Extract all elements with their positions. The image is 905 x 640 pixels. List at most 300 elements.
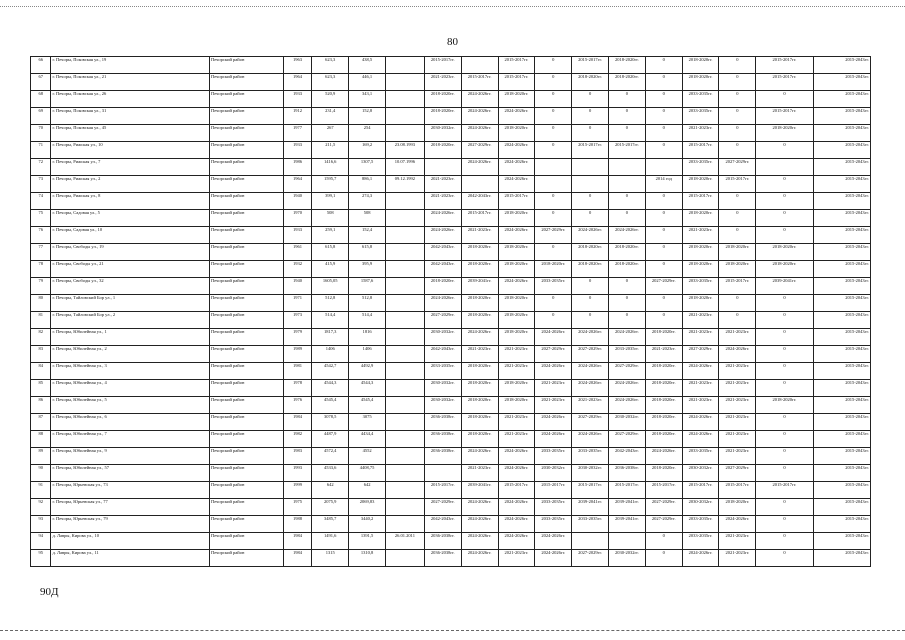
table-cell: 2042-2043гг. bbox=[424, 516, 461, 533]
table-cell: 2024-2026гг. bbox=[719, 346, 756, 363]
table-row bbox=[31, 57, 871, 74]
table-cell: 2024-2026гг. bbox=[572, 363, 609, 380]
address-cell: г. Печоры, Юбилейная ул., 9 bbox=[51, 448, 210, 465]
table-cell: 1595,7 bbox=[312, 176, 349, 193]
table-cell: 2018-2020гг. bbox=[424, 91, 461, 108]
table-cell: 2021-2023гг. bbox=[461, 227, 498, 244]
table-cell: 2030-2032гг. bbox=[609, 414, 646, 431]
table-row bbox=[31, 108, 871, 125]
table-row bbox=[31, 482, 871, 499]
table-cell: 2042-2043гг. bbox=[424, 261, 461, 278]
table-cell bbox=[609, 533, 646, 550]
table-cell: 4572,4 bbox=[312, 448, 349, 465]
table-cell: 2015-2043гг. bbox=[813, 397, 870, 414]
table-cell: 2039-2041гг. bbox=[609, 499, 646, 516]
table-cell bbox=[535, 176, 572, 193]
table-cell: 2021-2023гг. bbox=[424, 74, 461, 91]
table-cell: 2015-2043гг. bbox=[813, 210, 870, 227]
table-cell: 1971 bbox=[283, 295, 312, 312]
table-cell: 2030-2032гг. bbox=[682, 465, 719, 482]
row-number-cell: 80 bbox=[31, 295, 51, 312]
table-cell: 2015-2017гг. bbox=[461, 74, 498, 91]
table-cell: 2036-2038гг. bbox=[424, 550, 461, 567]
table-cell: 0 bbox=[756, 227, 813, 244]
table-cell: 2021-2023гг. bbox=[535, 397, 572, 414]
table-cell: 2015-2017гг. bbox=[756, 57, 813, 74]
table-cell: 2033-2035гг. bbox=[682, 278, 719, 295]
table-cell: 2024-2026гг. bbox=[682, 414, 719, 431]
table-cell: 2039-2041гг. bbox=[756, 278, 813, 295]
address-cell: г. Печоры, Свободы ул., 21 bbox=[51, 261, 210, 278]
table-row bbox=[31, 516, 871, 533]
table-cell: Печорский район bbox=[210, 193, 284, 210]
address-cell: г. Печоры, Тайловский Бор ул., 1 bbox=[51, 295, 210, 312]
table-cell: Печорский район bbox=[210, 176, 284, 193]
row-number-cell: 71 bbox=[31, 142, 51, 159]
table-row bbox=[31, 380, 871, 397]
table-cell: 2024-2026гг. bbox=[682, 363, 719, 380]
row-number-cell: 76 bbox=[31, 227, 51, 244]
table-cell: 4487,9 bbox=[312, 431, 349, 448]
table-cell bbox=[572, 533, 609, 550]
table-cell: 2018-2020гг. bbox=[498, 295, 535, 312]
table-cell: 2036-2038гг. bbox=[424, 431, 461, 448]
table-row bbox=[31, 278, 871, 295]
table-cell bbox=[385, 108, 424, 125]
table-cell: 1940 bbox=[283, 278, 312, 295]
row-number-cell: 83 bbox=[31, 346, 51, 363]
table-cell: 10.07.1996 bbox=[385, 159, 424, 176]
table-cell: 0 bbox=[572, 193, 609, 210]
table-cell: 0 bbox=[535, 125, 572, 142]
row-number-cell: 86 bbox=[31, 397, 51, 414]
table-cell: 2024-2026гг. bbox=[682, 431, 719, 448]
table-row bbox=[31, 125, 871, 142]
table-cell: 2015-2017гг. bbox=[424, 482, 461, 499]
table-cell: Печорский район bbox=[210, 380, 284, 397]
table-cell: 2015-2017гг. bbox=[572, 57, 609, 74]
table-cell: 1993 bbox=[283, 465, 312, 482]
table-cell: 2024-2026гг. bbox=[498, 159, 535, 176]
table-cell: 2036-2038гг. bbox=[424, 533, 461, 550]
row-number-cell: 93 bbox=[31, 516, 51, 533]
table-cell: 4542,7 bbox=[312, 363, 349, 380]
table-cell: 2015-2017гг. bbox=[609, 142, 646, 159]
table-cell: 2024-2026гг. bbox=[609, 227, 646, 244]
table-cell: 1979 bbox=[283, 329, 312, 346]
address-cell: г. Печоры, Юбилейная ул., 3 bbox=[51, 363, 210, 380]
address-cell: г. Печоры, Псковская ул., 21 bbox=[51, 74, 210, 91]
table-cell: 1940 bbox=[283, 193, 312, 210]
table-cell: 0 bbox=[756, 142, 813, 159]
table-cell: 1984 bbox=[283, 550, 312, 567]
table-cell: 2024-2026гг. bbox=[609, 329, 646, 346]
table-cell: 2027-2029гг. bbox=[424, 312, 461, 329]
table-cell: 2030-2032гг. bbox=[682, 499, 719, 516]
table-cell: 2015-2043гг. bbox=[813, 414, 870, 431]
table-cell: 2024-2026гг. bbox=[498, 516, 535, 533]
table-cell: 1817,3 bbox=[312, 329, 349, 346]
table-cell: 2015-2043гг. bbox=[813, 261, 870, 278]
table-cell: 2024-2026гг. bbox=[535, 329, 572, 346]
table-cell: 2024-2026гг. bbox=[424, 210, 461, 227]
table-cell: Печорский район bbox=[210, 159, 284, 176]
table-cell: 2018-2020гг. bbox=[756, 397, 813, 414]
table-cell: 623,3 bbox=[312, 57, 349, 74]
table-cell: 2039-2041гг. bbox=[609, 516, 646, 533]
table-cell: 2027-2029гг. bbox=[645, 499, 682, 516]
table-cell: 0 bbox=[756, 193, 813, 210]
table-cell: Печорский район bbox=[210, 74, 284, 91]
table-cell: 2027-2029гг. bbox=[535, 346, 572, 363]
table-cell: 2033-2035гг. bbox=[609, 346, 646, 363]
table-cell: 2018-2020гг. bbox=[461, 244, 498, 261]
table-cell: 2015-2017гг. bbox=[756, 482, 813, 499]
table-cell bbox=[385, 363, 424, 380]
table-cell: 2030-2032гг. bbox=[535, 465, 572, 482]
bottom-scan-rule bbox=[0, 630, 905, 631]
table-row bbox=[31, 363, 871, 380]
table-cell: 3078,5 bbox=[312, 414, 349, 431]
table-cell: 446,1 bbox=[349, 74, 386, 91]
table-cell: 2018-2020гг. bbox=[609, 261, 646, 278]
table-cell: 2021-2023гг. bbox=[498, 363, 535, 380]
table-cell: 2021-2023гг. bbox=[682, 329, 719, 346]
table-cell: 2021-2023гг. bbox=[719, 414, 756, 431]
table-cell: 2024-2026гг. bbox=[424, 227, 461, 244]
table-cell: Печорский район bbox=[210, 363, 284, 380]
table-cell: 2015-2043гг. bbox=[813, 346, 870, 363]
table-cell: 2024-2026гг. bbox=[572, 431, 609, 448]
table-cell: 514,4 bbox=[312, 312, 349, 329]
table-cell: 0 bbox=[645, 125, 682, 142]
table-cell: 2015-2043гг. bbox=[813, 363, 870, 380]
table-cell: 2069,83 bbox=[349, 499, 386, 516]
table-cell: 2018-2020гг. bbox=[461, 431, 498, 448]
table-cell: 508 bbox=[349, 210, 386, 227]
table-cell: 2015-2017гг. bbox=[645, 482, 682, 499]
table-cell: 0 bbox=[756, 295, 813, 312]
table-cell: 2027-2029гг. bbox=[572, 414, 609, 431]
address-cell: д. Лавры, Кирова ул., 10 bbox=[51, 533, 210, 550]
table-cell bbox=[385, 346, 424, 363]
table-cell: 0 bbox=[756, 533, 813, 550]
table-cell bbox=[385, 431, 424, 448]
table-cell: 2018-2020гг. bbox=[498, 125, 535, 142]
table-row bbox=[31, 159, 871, 176]
table-cell: 2024-2026гг. bbox=[609, 397, 646, 414]
table-cell: Печорский район bbox=[210, 210, 284, 227]
registry-body bbox=[31, 57, 871, 567]
table-cell: 2015-2017гг. bbox=[609, 482, 646, 499]
table-cell bbox=[385, 380, 424, 397]
table-cell: 2024-2026гг. bbox=[461, 516, 498, 533]
table-cell: 2018-2020гг. bbox=[535, 261, 572, 278]
table-row bbox=[31, 465, 871, 482]
table-cell bbox=[385, 125, 424, 142]
table-cell: 0 bbox=[535, 142, 572, 159]
table-cell: 1932 bbox=[283, 261, 312, 278]
table-cell: 2024-2026гг. bbox=[535, 363, 572, 380]
row-number-cell: 68 bbox=[31, 91, 51, 108]
table-cell: 508 bbox=[312, 210, 349, 227]
table-cell: 2024-2026гг. bbox=[572, 227, 609, 244]
table-cell: 2075,9 bbox=[312, 499, 349, 516]
table-cell bbox=[461, 176, 498, 193]
table-cell: 2021-2023гг. bbox=[645, 346, 682, 363]
table-cell: 2033-2035гг. bbox=[535, 278, 572, 295]
table-cell: 1970 bbox=[283, 210, 312, 227]
table-cell: 2018-2020гг. bbox=[756, 261, 813, 278]
row-number-cell: 67 bbox=[31, 74, 51, 91]
address-cell: г. Печоры, Юрьевская ул., 79 bbox=[51, 516, 210, 533]
table-cell: Печорский район bbox=[210, 91, 284, 108]
table-row bbox=[31, 142, 871, 159]
table-row bbox=[31, 397, 871, 414]
table-cell: 2018-2020гг. bbox=[461, 414, 498, 431]
table-cell: Печорский район bbox=[210, 431, 284, 448]
table-cell: 0 bbox=[719, 142, 756, 159]
table-cell: Печорский район bbox=[210, 295, 284, 312]
table-cell: 0 bbox=[645, 142, 682, 159]
table-cell: 2027-2029гг. bbox=[609, 363, 646, 380]
table-cell: 2024-2026гг. bbox=[682, 550, 719, 567]
table-cell: 0 bbox=[535, 210, 572, 227]
table-cell: 2018-2020гг. bbox=[461, 380, 498, 397]
table-cell: 2018-2020гг. bbox=[461, 295, 498, 312]
address-cell: г. Печоры, Садовая ул., 5 bbox=[51, 210, 210, 227]
table-cell: 4544,3 bbox=[312, 380, 349, 397]
table-cell: 2024-2026гг. bbox=[461, 108, 498, 125]
table-cell: 0 bbox=[572, 210, 609, 227]
table-cell: 09.12.1992 bbox=[385, 176, 424, 193]
table-cell: 2015-2043гг. bbox=[813, 516, 870, 533]
table-cell: 2015-2043гг. bbox=[813, 125, 870, 142]
table-cell bbox=[385, 397, 424, 414]
table-cell: 0 bbox=[535, 91, 572, 108]
table-cell: 2030-2032гг. bbox=[424, 329, 461, 346]
table-cell: Печорский район bbox=[210, 227, 284, 244]
housing-registry-table bbox=[30, 56, 871, 567]
table-cell: 1491,6 bbox=[312, 533, 349, 550]
table-cell: 2021-2023гг. bbox=[719, 380, 756, 397]
table-cell: 2015-2017гг. bbox=[719, 278, 756, 295]
table-cell: 0 bbox=[719, 91, 756, 108]
table-cell bbox=[385, 482, 424, 499]
table-cell: Печорский район bbox=[210, 244, 284, 261]
table-cell: 2015-2017гг. bbox=[535, 482, 572, 499]
table-cell: Печорский район bbox=[210, 108, 284, 125]
table-cell: 2021-2023гг. bbox=[535, 380, 572, 397]
table-cell: 2015-2017гг. bbox=[424, 57, 461, 74]
table-cell bbox=[385, 227, 424, 244]
table-cell: 2027-2029гг. bbox=[572, 346, 609, 363]
table-cell: 2027-2029гг. bbox=[682, 346, 719, 363]
table-cell: 0 bbox=[756, 346, 813, 363]
table-row bbox=[31, 261, 871, 278]
address-cell: г. Печоры, Псковская ул., 31 bbox=[51, 108, 210, 125]
table-cell: 2024-2026гг. bbox=[498, 533, 535, 550]
table-cell: 2015-2017гг. bbox=[498, 74, 535, 91]
table-cell: 2015-2043гг. bbox=[813, 499, 870, 516]
table-cell: 2015-2043гг. bbox=[813, 278, 870, 295]
table-cell: 2018-2020гг. bbox=[682, 74, 719, 91]
table-cell bbox=[385, 57, 424, 74]
table-cell: 2036-2038гг. bbox=[424, 414, 461, 431]
table-cell: 2021-2023гг. bbox=[424, 176, 461, 193]
address-cell: г. Печоры, Юрьевская ул., 73 bbox=[51, 482, 210, 499]
table-cell: 0 bbox=[756, 448, 813, 465]
row-number-cell: 74 bbox=[31, 193, 51, 210]
table-cell: 2015-2043гг. bbox=[813, 329, 870, 346]
address-cell: г. Печоры, Юбилейная ул., 1 bbox=[51, 329, 210, 346]
table-cell: 0 bbox=[645, 261, 682, 278]
table-cell: 2036-2038гг. bbox=[609, 465, 646, 482]
table-cell: 0 bbox=[756, 312, 813, 329]
table-cell: 0 bbox=[535, 74, 572, 91]
address-cell: г. Печоры, Рижская ул., 7 bbox=[51, 159, 210, 176]
table-cell: Печорский район bbox=[210, 550, 284, 567]
table-cell: 2018-2020гг. bbox=[682, 244, 719, 261]
table-cell: 254 bbox=[349, 125, 386, 142]
table-cell: 520,9 bbox=[312, 91, 349, 108]
table-cell: 438,5 bbox=[349, 57, 386, 74]
table-cell: Печорский район bbox=[210, 533, 284, 550]
table-cell: 2030-2032гг. bbox=[424, 380, 461, 397]
table-cell: 1310,8 bbox=[349, 550, 386, 567]
table-cell: 2018-2020гг. bbox=[424, 278, 461, 295]
table-cell: 1961 bbox=[283, 244, 312, 261]
table-cell: 2024-2026гг. bbox=[461, 125, 498, 142]
table-cell: 2021-2023гг. bbox=[682, 380, 719, 397]
table-cell: Печорский район bbox=[210, 278, 284, 295]
table-cell: 2018-2020гг. bbox=[682, 261, 719, 278]
table-cell bbox=[645, 159, 682, 176]
table-cell: 0 bbox=[609, 278, 646, 295]
table-cell: 2018-2020гг. bbox=[682, 210, 719, 227]
table-cell: 2030-2032гг. bbox=[609, 550, 646, 567]
table-cell: 211,5 bbox=[312, 142, 349, 159]
table-cell: 2024-2026гг. bbox=[572, 380, 609, 397]
table-cell: 0 bbox=[756, 516, 813, 533]
table-row bbox=[31, 448, 871, 465]
table-cell: 2015-2043гг. bbox=[813, 244, 870, 261]
table-cell: 2014 год bbox=[645, 176, 682, 193]
table-cell: Печорский район bbox=[210, 329, 284, 346]
table-cell: 2015-2043гг. bbox=[813, 312, 870, 329]
table-cell: Печорский район bbox=[210, 482, 284, 499]
table-cell bbox=[385, 210, 424, 227]
table-cell: 2015-2043гг. bbox=[813, 431, 870, 448]
table-row bbox=[31, 414, 871, 431]
table-cell: 4545,4 bbox=[312, 397, 349, 414]
table-cell: 0 bbox=[645, 533, 682, 550]
table-cell: 2015-2043гг. bbox=[813, 380, 870, 397]
table-cell bbox=[535, 159, 572, 176]
table-cell: 2024-2026гг. bbox=[461, 329, 498, 346]
table-cell: 2033-2035гг. bbox=[682, 516, 719, 533]
row-number-cell: 81 bbox=[31, 312, 51, 329]
row-number-cell: 92 bbox=[31, 499, 51, 516]
table-cell: 4533,6 bbox=[312, 465, 349, 482]
table-row bbox=[31, 74, 871, 91]
table-cell bbox=[424, 159, 461, 176]
table-cell: 1406 bbox=[312, 346, 349, 363]
table-cell: 2039-2041гг. bbox=[572, 499, 609, 516]
address-cell: г. Печоры, Юбилейная ул., 57 bbox=[51, 465, 210, 482]
footer-mark: 90Д bbox=[40, 586, 59, 598]
table-cell: 0 bbox=[756, 91, 813, 108]
table-cell: 2018-2020гг. bbox=[645, 431, 682, 448]
address-cell: г. Печоры, Рижская ул., 10 bbox=[51, 142, 210, 159]
table-cell: 2018-2020гг. bbox=[645, 465, 682, 482]
table-cell: 0 bbox=[535, 295, 572, 312]
table-cell bbox=[424, 465, 461, 482]
table-cell: 2015-2043гг. bbox=[813, 57, 870, 74]
table-cell: 0 bbox=[719, 57, 756, 74]
table-cell: 0 bbox=[609, 312, 646, 329]
table-cell: 2024-2026гг. bbox=[498, 499, 535, 516]
table-cell bbox=[609, 159, 646, 176]
table-cell: 0 bbox=[572, 312, 609, 329]
table-cell: 0 bbox=[719, 312, 756, 329]
table-cell: 1964 bbox=[283, 74, 312, 91]
row-number-cell: 89 bbox=[31, 448, 51, 465]
table-cell: 2024-2026гг. bbox=[461, 159, 498, 176]
table-cell bbox=[385, 448, 424, 465]
table-cell: 2030-2032гг. bbox=[424, 397, 461, 414]
table-cell: 1391,5 bbox=[349, 533, 386, 550]
table-cell: 1984 bbox=[283, 533, 312, 550]
table-cell: 2021-2023гг. bbox=[719, 448, 756, 465]
table-cell: 2024-2026гг. bbox=[645, 448, 682, 465]
table-cell: 2015-2043гг. bbox=[813, 482, 870, 499]
address-cell: д. Лавры, Кирова ул., 11 bbox=[51, 550, 210, 567]
table-cell bbox=[756, 159, 813, 176]
row-number-cell: 73 bbox=[31, 176, 51, 193]
table-cell: 2024-2026гг. bbox=[498, 227, 535, 244]
table-cell: 0 bbox=[645, 210, 682, 227]
table-cell: 169,2 bbox=[349, 142, 386, 159]
table-cell: 0 bbox=[645, 57, 682, 74]
table-cell: 0 bbox=[535, 244, 572, 261]
table-cell: 2018-2020гг. bbox=[461, 363, 498, 380]
address-cell: г. Печоры, Юрьевская ул., 77 bbox=[51, 499, 210, 516]
table-cell: 2024-2026гг. bbox=[498, 448, 535, 465]
row-number-cell: 90 bbox=[31, 465, 51, 482]
table-cell: 0 bbox=[756, 176, 813, 193]
table-cell bbox=[385, 329, 424, 346]
table-cell: 399,1 bbox=[312, 193, 349, 210]
table-cell: 2018-2020гг. bbox=[682, 57, 719, 74]
table-cell bbox=[385, 278, 424, 295]
table-cell: 0 bbox=[535, 57, 572, 74]
table-row bbox=[31, 431, 871, 448]
table-cell: 2024-2026гг. bbox=[535, 550, 572, 567]
table-cell bbox=[385, 516, 424, 533]
table-cell: 2018-2020гг. bbox=[719, 499, 756, 516]
table-cell: 0 bbox=[756, 499, 813, 516]
table-cell: 2018-2020гг. bbox=[719, 244, 756, 261]
table-cell: 2021-2023гг. bbox=[719, 431, 756, 448]
row-number-cell: 95 bbox=[31, 550, 51, 567]
table-cell: 2024-2026гг. bbox=[498, 278, 535, 295]
table-cell: 1999 bbox=[283, 482, 312, 499]
table-cell: 2018-2020гг. bbox=[498, 312, 535, 329]
row-number-cell: 82 bbox=[31, 329, 51, 346]
table-cell: 2030-2032гг. bbox=[424, 125, 461, 142]
table-cell: 0 bbox=[719, 227, 756, 244]
